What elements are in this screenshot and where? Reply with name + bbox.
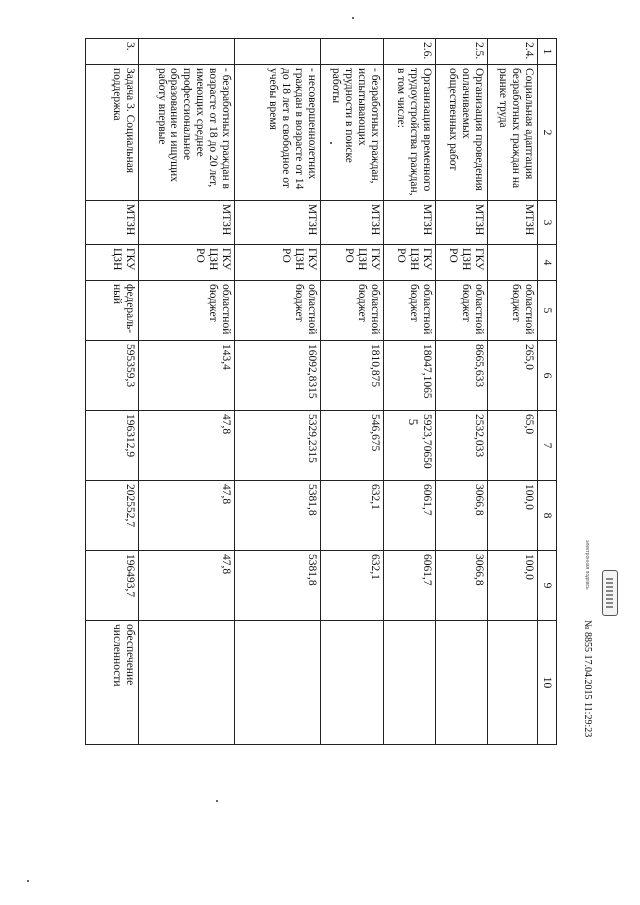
header-col-9: 9 — [538, 551, 557, 621]
cell-year-1: 5329,2315 — [235, 411, 321, 481]
cell-co-executor: ГКУ ЦЗН РО — [321, 245, 384, 281]
cell-co-executor: ГКУ ЦЗН РО — [139, 245, 235, 281]
cell-funding-source: федераль-ный — [86, 281, 139, 341]
cell-total: 595359,3 — [86, 341, 139, 411]
cell-measure: Задача 3. Социальная поддержка — [86, 65, 139, 201]
cell-number: 3. — [86, 39, 139, 65]
table-row — [436, 39, 488, 745]
cell-executor: МТЗН — [235, 201, 321, 245]
cell-year-2: 3066,8 — [436, 481, 488, 551]
cell-total: 265,0 — [488, 341, 538, 411]
cell-co-executor: ГКУ ЦЗН РО — [436, 245, 488, 281]
cell-year-2: 632,1 — [321, 481, 384, 551]
cell-total: 143,4 — [139, 341, 235, 411]
cell-measure: - безработных граждан в возрасте от 18 до 20 лет, имеющих среднее профессиональное образование и ищущих работу впервые — [139, 65, 235, 201]
cell-total: 16092,8315 — [235, 341, 321, 411]
cell-co-executor: ГКУ ЦЗН РО — [384, 245, 436, 281]
cell-year-3: 632,1 — [321, 551, 384, 621]
cell-measure: - несовершеннолетних граждан в возрасте от 14 до 18 лет в свободное от учебы время — [235, 65, 321, 201]
cell-year-2: 6061,7 — [384, 481, 436, 551]
header-col-5: 5 — [538, 281, 557, 341]
cell-year-2: 5381,8 — [235, 481, 321, 551]
cell-funding-source: областной бюджет — [436, 281, 488, 341]
cell-measure: Организация временного трудоустройства граждан, в том числе: — [384, 65, 436, 201]
cell-year-2: 100,0 — [488, 481, 538, 551]
signature-stamp-icon — [602, 570, 618, 616]
page-number: 5 — [406, 418, 421, 426]
cell-funding-source: областной бюджет — [235, 281, 321, 341]
cell-co-executor: ГКУ ЦЗН РО — [235, 245, 321, 281]
table-row — [321, 39, 384, 745]
cell-result — [488, 621, 538, 745]
cell-funding-source: областной бюджет — [139, 281, 235, 341]
table-row — [235, 39, 321, 745]
cell-year-3: 47,8 — [139, 551, 235, 621]
cell-year-1: 47,8 — [139, 411, 235, 481]
cell-year-3: 6061,7 — [384, 551, 436, 621]
scan-speck — [27, 880, 29, 882]
table-row — [86, 39, 139, 745]
cell-result: обеспечение численности — [86, 621, 139, 745]
cell-measure: Организация проведения оплачиваемых общественных работ — [436, 65, 488, 201]
scan-speck — [330, 142, 332, 144]
cell-year-2: 47,8 — [139, 481, 235, 551]
header-row — [538, 39, 557, 745]
cell-executor: МТЗН — [86, 201, 139, 245]
table-row — [488, 39, 538, 745]
cell-number: 2.4. — [488, 39, 538, 65]
cell-executor: МТЗН — [384, 201, 436, 245]
cell-executor: МТЗН — [488, 201, 538, 245]
cell-total: 1810,875 — [321, 341, 384, 411]
header-col-6: 6 — [538, 341, 557, 411]
cell-year-1: 65,0 — [488, 411, 538, 481]
scan-speck — [352, 17, 354, 19]
cell-year-1: 2532,033 — [436, 411, 488, 481]
cell-number: 2.5. — [436, 39, 488, 65]
registration-note: № 8855 17.04.2015 11:29:23 — [582, 620, 593, 738]
cell-number — [235, 39, 321, 65]
program-measures-table — [85, 38, 557, 745]
cell-result — [321, 621, 384, 745]
cell-number: 2.6. — [384, 39, 436, 65]
cell-year-3: 3066,8 — [436, 551, 488, 621]
header-col-8: 8 — [538, 481, 557, 551]
cell-total: 8665,633 — [436, 341, 488, 411]
rotated-table-wrapper — [87, 38, 557, 744]
cell-year-3: 196493,7 — [86, 551, 139, 621]
cell-year-1: 196312,9 — [86, 411, 139, 481]
cell-measure: Социальная адаптация безработных граждан на рынке труда — [488, 65, 538, 201]
cell-funding-source: областной бюджет — [384, 281, 436, 341]
cell-funding-source: областной бюджет — [321, 281, 384, 341]
header-col-10: 10 — [538, 621, 557, 745]
cell-result — [235, 621, 321, 745]
cell-year-2: 202552,7 — [86, 481, 139, 551]
cell-co-executor: ГКУ ЦЗН — [86, 245, 139, 281]
cell-total: 18047,1065 — [384, 341, 436, 411]
stamp-label: электронная подпись — [584, 540, 590, 590]
scan-speck — [216, 800, 218, 802]
table-row — [384, 39, 436, 745]
cell-result — [139, 621, 235, 745]
cell-result — [384, 621, 436, 745]
cell-year-3: 100,0 — [488, 551, 538, 621]
cell-executor: МТЗН — [436, 201, 488, 245]
table-row — [139, 39, 235, 745]
rotated-table-container — [87, 38, 557, 744]
header-col-4: 4 — [538, 245, 557, 281]
cell-year-3: 5381,8 — [235, 551, 321, 621]
cell-funding-source: областной бюджет — [488, 281, 538, 341]
cell-measure: - безработных граждан, испытывающих трудности в поиске работы — [321, 65, 384, 201]
cell-co-executor — [488, 245, 538, 281]
header-col-3: 3 — [538, 201, 557, 245]
cell-executor: МТЗН — [139, 201, 235, 245]
cell-number — [139, 39, 235, 65]
cell-number — [321, 39, 384, 65]
cell-executor: МТЗН — [321, 201, 384, 245]
cell-year-1: 546,675 — [321, 411, 384, 481]
header-col-2: 2 — [538, 65, 557, 201]
header-col-1: 1 — [538, 39, 557, 65]
header-col-7: 7 — [538, 411, 557, 481]
cell-year-1: 5923,70650 — [384, 411, 436, 481]
cell-result — [436, 621, 488, 745]
